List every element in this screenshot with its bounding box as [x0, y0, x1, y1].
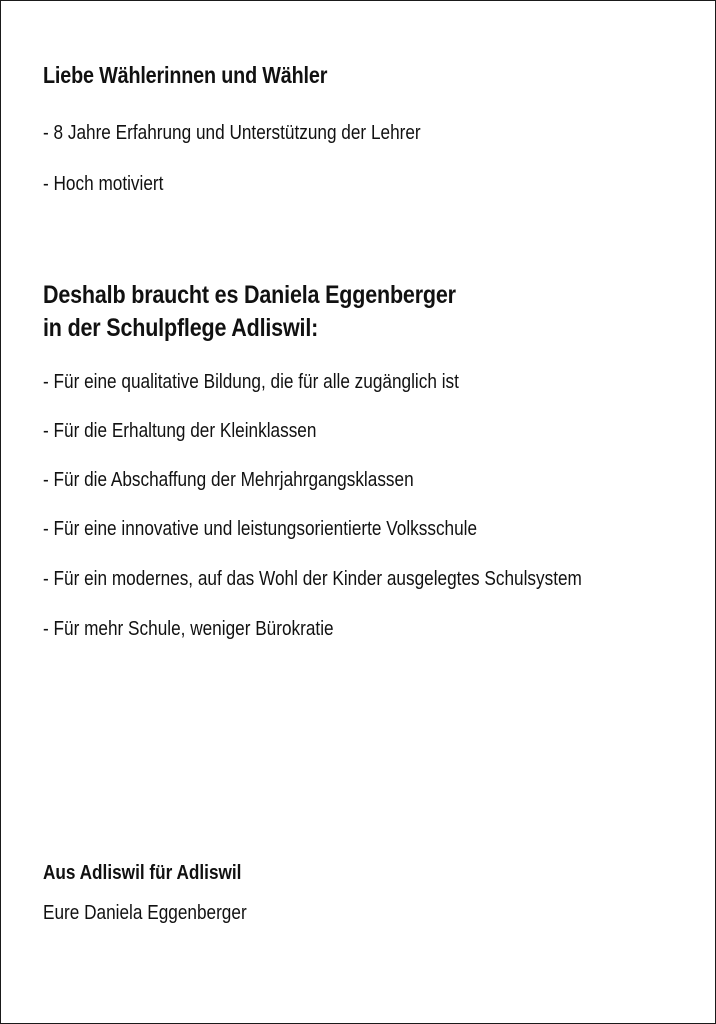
reason-item-kleinklassen: - Für die Erhaltung der Kleinklassen — [43, 420, 317, 442]
reason-item-volksschule: - Für eine innovative und leistungsorientierte Volksschule — [43, 518, 478, 540]
closing-signature: Eure Daniela Eggenberger — [43, 902, 247, 924]
reason-item-buerokratie: - Für mehr Schule, weniger Bürokratie — [43, 618, 334, 640]
closing-slogan: Aus Adliswil für Adliswil — [43, 862, 242, 884]
section-heading-line2: in der Schulpflege Adliswil: — [43, 314, 319, 342]
reason-item-bildung: - Für eine qualitative Bildung, die für alle zugänglich ist — [43, 371, 459, 393]
greeting-heading: Liebe Wählerinnen und Wähler — [43, 62, 328, 88]
intro-item-experience: - 8 Jahre Erfahrung und Unterstützung der Lehrer — [43, 122, 421, 144]
reason-item-mehrjahrgangsklassen: - Für die Abschaffung der Mehrjahrgangsklassen — [43, 469, 414, 491]
section-heading-line1: Deshalb braucht es Daniela Eggenberger — [43, 281, 456, 309]
reason-item-schulsystem: - Für ein modernes, auf das Wohl der Kinder ausgelegtes Schulsystem — [43, 568, 582, 590]
intro-item-motivated: - Hoch motiviert — [43, 173, 164, 195]
